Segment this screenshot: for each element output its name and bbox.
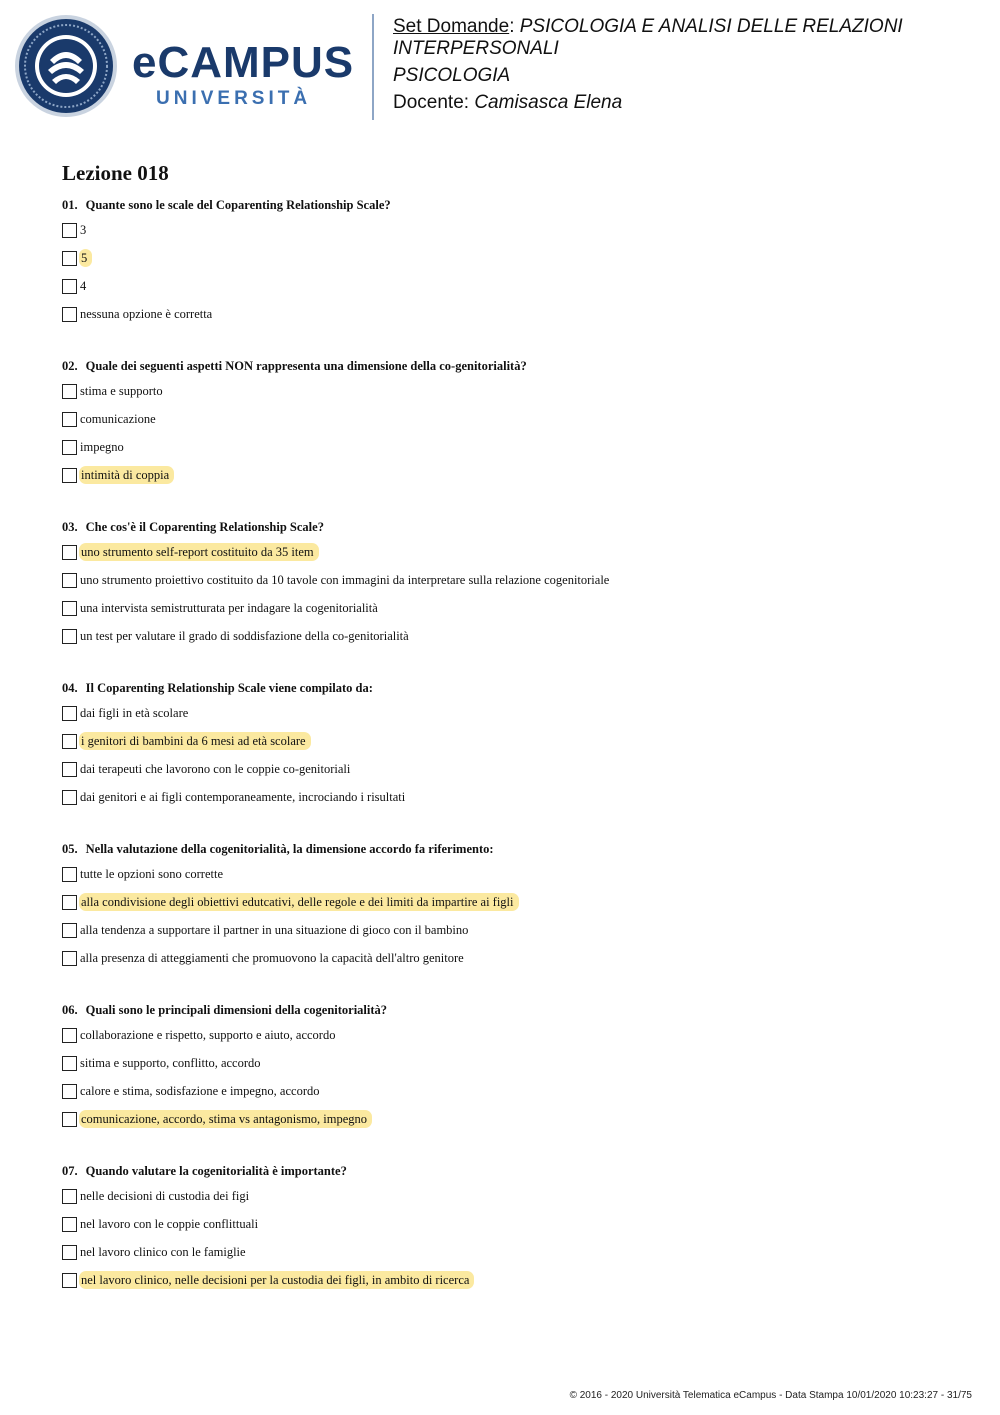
checkbox-icon[interactable] xyxy=(62,307,77,322)
answer-option[interactable] xyxy=(62,951,962,979)
checkbox-icon[interactable] xyxy=(62,790,77,805)
course-title: PSICOLOGIA E ANALISI DELLE RELAZIONI INTERPERSONALI xyxy=(393,16,903,59)
subject: PSICOLOGIA xyxy=(393,65,511,86)
question-number: 05. xyxy=(62,842,78,856)
teacher-label: Docente: xyxy=(393,92,470,113)
answer-text: nel lavoro clinico con le famiglie xyxy=(80,1245,246,1259)
checkbox-icon[interactable] xyxy=(62,951,77,966)
checkbox-icon[interactable] xyxy=(62,1028,77,1043)
answer-text: collaborazione e rispetto, supporto e aiuto, accordo xyxy=(80,1028,336,1042)
answer-text: impegno xyxy=(80,440,124,454)
question-text xyxy=(62,197,962,215)
answer-text: un test per valutare il grado di soddisfazione della co-genitorialità xyxy=(80,629,409,643)
answer-option[interactable] xyxy=(62,1273,962,1301)
checkbox-icon[interactable] xyxy=(62,895,77,910)
question-block xyxy=(62,841,962,979)
answer-text-highlighted: i genitori di bambini da 6 mesi ad età scolare xyxy=(79,732,311,750)
checkbox-icon[interactable] xyxy=(62,1245,77,1260)
answer-option[interactable] xyxy=(62,629,962,657)
teacher-line xyxy=(393,92,983,114)
answer-option[interactable] xyxy=(62,790,962,818)
checkbox-icon[interactable] xyxy=(62,1217,77,1232)
question-text xyxy=(62,519,962,537)
checkbox-icon[interactable] xyxy=(62,1084,77,1099)
checkbox-icon[interactable] xyxy=(62,601,77,616)
university-seal-logo xyxy=(14,14,118,118)
answer-text: tutte le opzioni sono corrette xyxy=(80,867,224,881)
answer-text: 4 xyxy=(80,279,87,293)
answer-option[interactable] xyxy=(62,384,962,412)
course-info xyxy=(393,16,983,119)
checkbox-icon[interactable] xyxy=(62,251,77,266)
checkbox-icon[interactable] xyxy=(62,279,77,294)
answer-option[interactable] xyxy=(62,923,962,951)
answer-text: nessuna opzione è corretta xyxy=(80,307,213,321)
question-number: 02. xyxy=(62,359,78,373)
question-label: Il Coparenting Relationship Scale viene compilato da: xyxy=(85,681,373,695)
answer-option[interactable] xyxy=(62,1217,962,1245)
checkbox-icon[interactable] xyxy=(62,1056,77,1071)
course-title-line: Set Domande: PSICOLOGIA E ANALISI DELLE RELAZIONI INTERPERSONALI xyxy=(393,16,903,59)
answer-option[interactable] xyxy=(62,867,962,895)
answer-option[interactable] xyxy=(62,440,962,468)
checkbox-icon[interactable] xyxy=(62,1189,77,1204)
question-label: Quali sono le principali dimensioni della cogenitorialità? xyxy=(85,1003,388,1017)
question-block xyxy=(62,680,962,818)
question-number: 03. xyxy=(62,520,78,534)
answer-option[interactable] xyxy=(62,1112,962,1140)
teacher-name: Camisasca Elena xyxy=(474,92,623,113)
question-block xyxy=(62,1163,962,1301)
checkbox-icon[interactable] xyxy=(62,706,77,721)
checkbox-icon[interactable] xyxy=(62,468,77,483)
answer-text: 3 xyxy=(80,223,87,237)
answer-option[interactable] xyxy=(62,1084,962,1112)
question-block xyxy=(62,197,962,335)
answer-option[interactable] xyxy=(62,895,962,923)
question-label: Quale dei seguenti aspetti NON rappresenta una dimensione della co-genitorialità? xyxy=(85,359,527,373)
set-label: Set Domande xyxy=(393,16,510,37)
answer-text-highlighted: nel lavoro clinico, nelle decisioni per la custodia dei figli, in ambito di ricerca xyxy=(79,1271,474,1289)
question-label: Quando valutare la cogenitorialità è importante? xyxy=(85,1164,347,1178)
answer-option[interactable] xyxy=(62,307,962,335)
answer-option[interactable] xyxy=(62,706,962,734)
brand-name: eCAMPUS xyxy=(132,38,355,87)
brand-subtitle: UNIVERSITÀ xyxy=(156,88,312,109)
answer-option[interactable] xyxy=(62,573,962,601)
checkbox-icon[interactable] xyxy=(62,1273,77,1288)
question-number: 01. xyxy=(62,198,78,212)
question-number: 04. xyxy=(62,681,78,695)
answer-text: calore e stima, sodisfazione e impegno, accordo xyxy=(80,1084,320,1098)
answer-text: nel lavoro con le coppie conflittuali xyxy=(80,1217,259,1231)
checkbox-icon[interactable] xyxy=(62,440,77,455)
checkbox-icon[interactable] xyxy=(62,384,77,399)
answer-option[interactable] xyxy=(62,1056,962,1084)
answer-text-highlighted: 5 xyxy=(79,249,92,267)
question-block xyxy=(62,358,962,496)
answer-option[interactable] xyxy=(62,412,962,440)
answer-text: alla presenza di atteggiamenti che promuovono la capacità dell'altro genitore xyxy=(80,951,464,965)
lesson-title: Lezione 018 xyxy=(62,161,169,185)
checkbox-icon[interactable] xyxy=(62,867,77,882)
answer-option[interactable] xyxy=(62,468,962,496)
checkbox-icon[interactable] xyxy=(62,223,77,238)
question-text xyxy=(62,358,962,376)
answer-text: uno strumento proiettivo costituito da 10 tavole con immagini da interpretare sulla relazione cogenitoriale xyxy=(80,573,610,587)
answer-text: dai terapeuti che lavorono con le coppie co-genitoriali xyxy=(80,762,351,776)
answer-option[interactable] xyxy=(62,762,962,790)
answer-text: dai genitori e ai figli contemporaneamente, incrociando i risultati xyxy=(80,790,406,804)
question-text xyxy=(62,841,962,859)
checkbox-icon[interactable] xyxy=(62,923,77,938)
checkbox-icon[interactable] xyxy=(62,762,77,777)
checkbox-icon[interactable] xyxy=(62,734,77,749)
question-label: Quante sono le scale del Coparenting Relationship Scale? xyxy=(85,198,391,212)
answer-text: dai figli in età scolare xyxy=(80,706,189,720)
question-text xyxy=(62,680,962,698)
answer-option[interactable] xyxy=(62,1189,962,1217)
answer-text-highlighted: comunicazione, accordo, stima vs antagonismo, impegno xyxy=(79,1110,372,1128)
question-label: Che cos'è il Coparenting Relationship Scale? xyxy=(85,520,324,534)
answer-option[interactable] xyxy=(62,1028,962,1056)
checkbox-icon[interactable] xyxy=(62,412,77,427)
checkbox-icon[interactable] xyxy=(62,573,77,588)
answer-text: nelle decisioni di custodia dei figi xyxy=(80,1189,250,1203)
question-text xyxy=(62,1002,962,1020)
question-number: 07. xyxy=(62,1164,78,1178)
question-text xyxy=(62,1163,962,1181)
question-list xyxy=(62,197,962,1324)
question-number: 06. xyxy=(62,1003,78,1017)
checkbox-icon[interactable] xyxy=(62,545,77,560)
checkbox-icon[interactable] xyxy=(62,1112,77,1127)
header-divider xyxy=(372,14,374,120)
checkbox-icon[interactable] xyxy=(62,629,77,644)
question-block xyxy=(62,1002,962,1140)
ecampus-wordmark xyxy=(132,40,362,114)
answer-text: alla tendenza a supportare il partner in una situazione di gioco con il bambino xyxy=(80,923,469,937)
answer-text: comunicazione xyxy=(80,412,156,426)
answer-text-highlighted: alla condivisione degli obiettivi edutcativi, delle regole e dei limiti da impartire ai figli xyxy=(79,893,519,911)
answer-option[interactable] xyxy=(62,279,962,307)
answer-option[interactable] xyxy=(62,1245,962,1273)
answer-text-highlighted: intimità di coppia xyxy=(79,466,174,484)
page-footer: © 2016 - 2020 Università Telematica eCampus - Data Stampa 10/01/2020 10:23:27 - 31/75 xyxy=(569,1390,972,1401)
question-block xyxy=(62,519,962,657)
answer-option[interactable] xyxy=(62,734,962,762)
answer-text: una intervista semistrutturata per indagare la cogenitorialità xyxy=(80,601,378,615)
question-label: Nella valutazione della cogenitorialità, la dimensione accordo fa riferimento: xyxy=(85,842,494,856)
answer-text: stima e supporto xyxy=(80,384,163,398)
answer-option[interactable] xyxy=(62,251,962,279)
answer-option[interactable] xyxy=(62,223,962,251)
answer-option[interactable] xyxy=(62,545,962,573)
answer-option[interactable] xyxy=(62,601,962,629)
document-header xyxy=(0,0,1000,130)
answer-text: sitima e supporto, conflitto, accordo xyxy=(80,1056,261,1070)
answer-text-highlighted: uno strumento self-report costituito da 35 item xyxy=(79,543,319,561)
